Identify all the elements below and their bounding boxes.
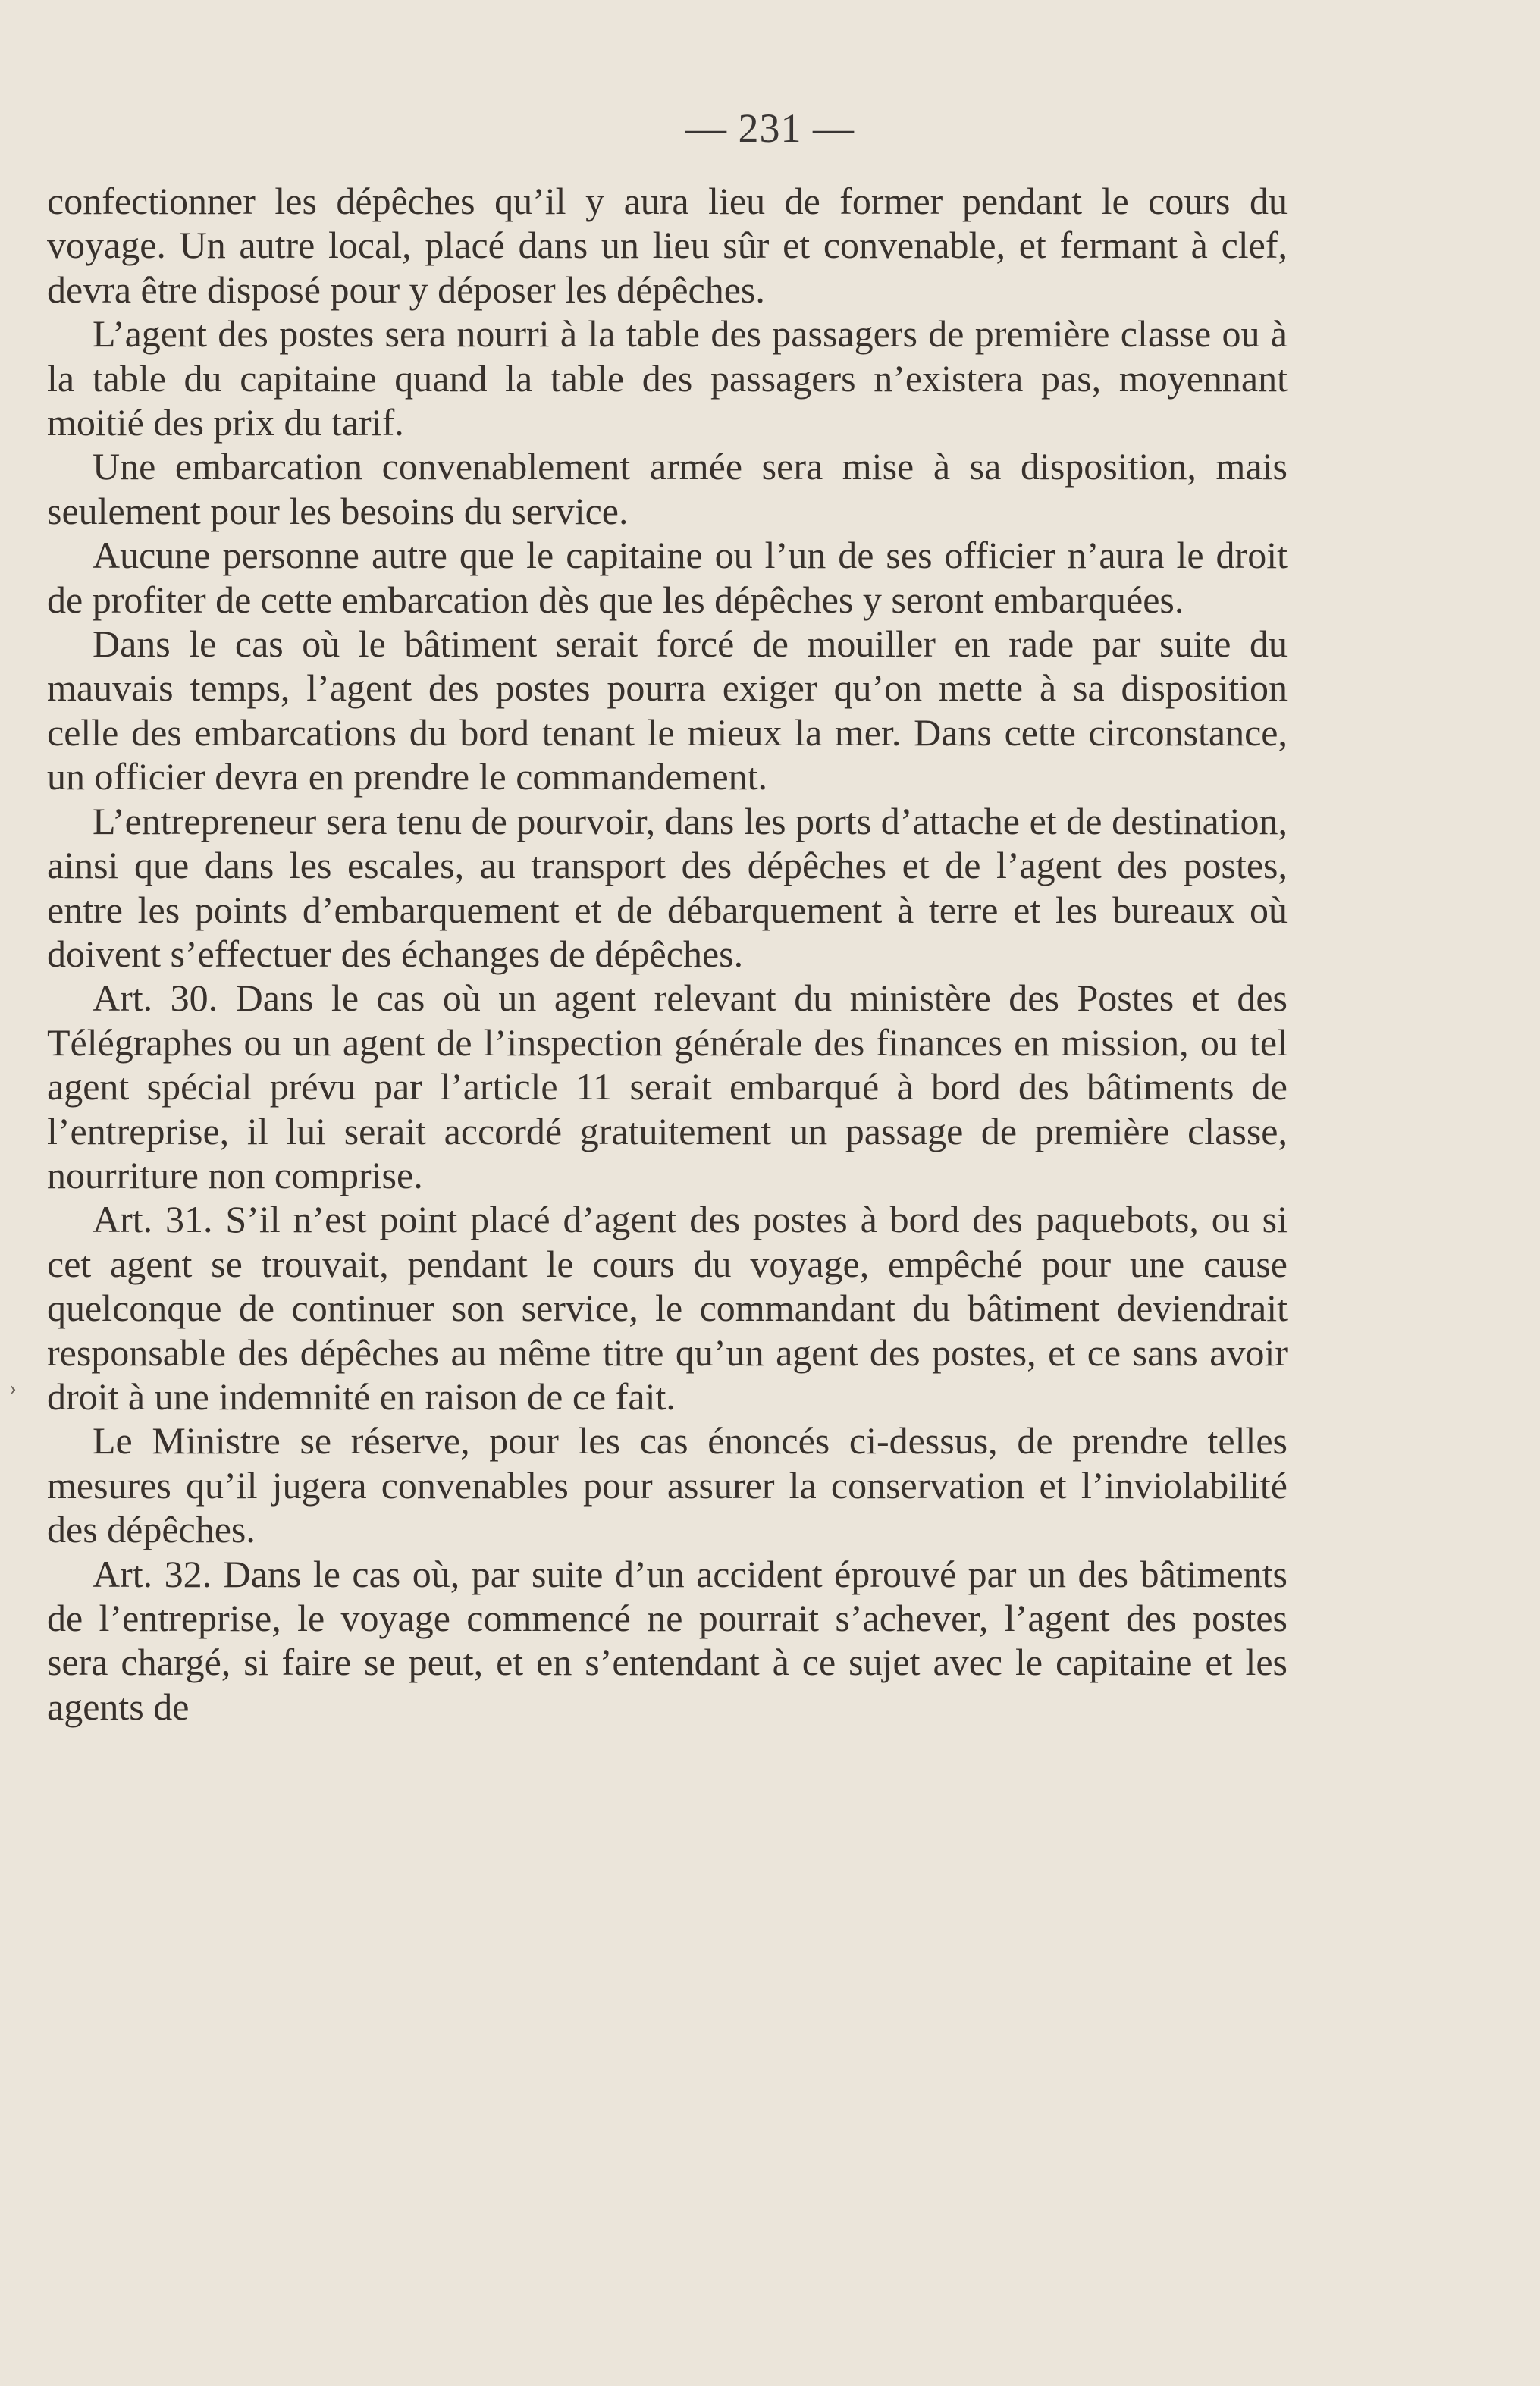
paragraph-art-31: Art. 31. S’il n’est point placé d’agent des postes à bord des paquebots, ou si cet agent se trouvait, pendant le cours du voyage, empêché pour une cause quelconque de continuer son service, le commandant du bâtiment deviendrait responsable des dépêches au même titre qu’un agent des postes, et ce sans avoir droit à une indemnité en raison de ce fait. (47, 1198, 1288, 1418)
paragraph-5: Dans le cas où le bâtiment serait forcé de mouiller en rade par suite du mauvais temps, l’agent des postes pourra exiger qu’on mette à sa disposition celle des embarcations du bord tenant le mieux la mer. Dans cette circonstance, un officier devra en prendre le commandement. (47, 622, 1288, 798)
margin-mark: › (9, 1375, 17, 1400)
paragraph-art-30: Art. 30. Dans le cas où un agent relevant du ministère des Postes et des Télégraphes ou un agent de l’inspection générale des finances en mission, ou tel agent spécial prévu par l’article 11 serait embarqué à bord des bâtiments de l’entreprise, il lui serait accordé gratuitement un passage de première classe, nourriture non comprise. (47, 977, 1288, 1196)
paragraph-art-32: Art. 32. Dans le cas où, par suite d’un accident éprouvé par un des bâtiments de l’entreprise, le voyage commencé ne pourrait s’achever, l’agent des postes sera chargé, si faire se peut, et en s’entendant à ce sujet avec le capitaine et les agents de (47, 1552, 1288, 1728)
page-number-header: — 231 — (685, 105, 855, 151)
paragraph-3: Une embarcation convenablement armée sera mise à sa disposition, mais seulement pour les besoins du service. (47, 445, 1288, 532)
paragraph-6: L’entrepreneur sera tenu de pourvoir, dans les ports d’attache et de destination, ainsi que dans les escales, au transport des dépêches et de l’agent des postes, entre les points d’embarquement et de débarquement à terre et les bureaux où doivent s’effectuer des échanges de dépêches. (47, 799, 1288, 975)
paragraph-ministre: Le Ministre se réserve, pour les cas énoncés ci-dessus, de prendre telles mesures qu’il jugera convenables pour assurer la conservation et l’inviolabilité des dépêches. (47, 1419, 1288, 1551)
paragraph-2: L’agent des postes sera nourri à la table des passagers de première classe ou à la table du capitaine quand la table des passagers n’existera pas, moyennant moitié des prix du tarif. (47, 312, 1288, 444)
paragraph-1: confectionner les dépêches qu’il y aura lieu de former pendant le cours du voyage. Un autre local, placé dans un lieu sûr et convenable, et fermant à clef, devra être disposé pour y déposer les dépêches. (47, 180, 1288, 311)
body-text (47, 179, 1288, 1729)
paragraph-4: Aucune personne autre que le capitaine ou l’un de ses officier n’aura le droit de profiter de cette embarcation dès que les dépêches y seront embarquées. (47, 534, 1288, 621)
